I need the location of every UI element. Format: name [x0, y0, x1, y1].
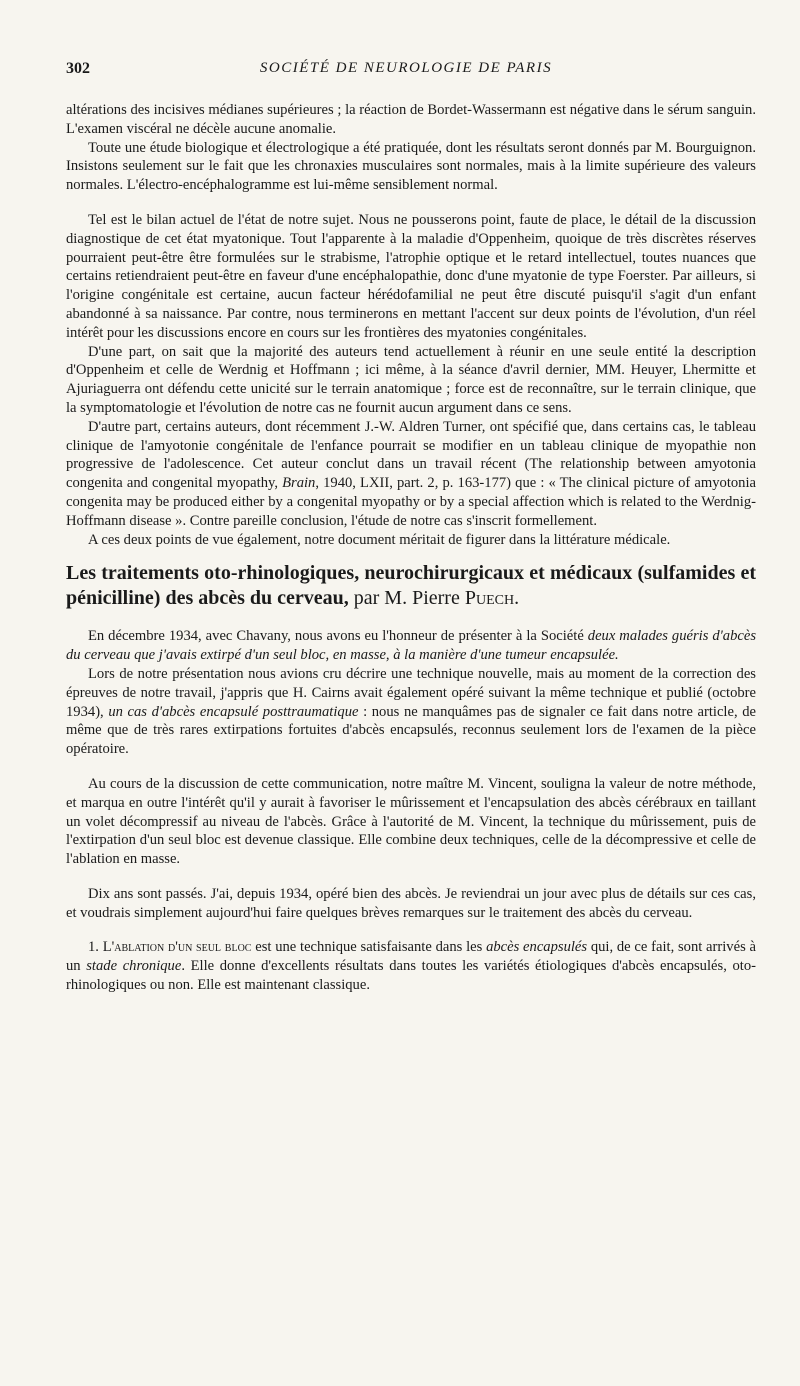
article-title: Les traitements oto-rhinologiques, neurochirurgicaux et médicaux (sulfamides et pénicilline) des abcès du cerveau, par M. Pierre Puech. — [66, 562, 756, 610]
page-header — [66, 60, 746, 84]
page-body — [66, 101, 756, 995]
article-author: par M. Pierre Puech. — [348, 587, 520, 610]
paragraph: Au cours de la discussion de cette communication, notre maître M. Vincent, souligna la valeur de notre méthode, et marqua en outre l'intérêt qu'il y aurait à favoriser le mûrissement et l'encapsulation des abcès cérébraux en taillant un volet décompressif au niveau de l'abcès. Grâce à l'autorité de M. Vincent, la technique du mûrissement, puis de l'extirpation d'un seul bloc est devenue classique. Elle combine deux techniques, celle de la décompressive et celle de l'ablation en masse. — [66, 775, 756, 868]
paragraph: D'une part, on sait que la majorité des auteurs tend actuellement à réunir en une seule entité la description d'Oppenheim et celle de Werdnig et Hoffmann ; ici même, à la séance d'avril dernier, MM. Heuyer, Lhermitte et Ajuriaguerra ont défendu cette unicité sur le terrain anatomique ; force est de reconnaître, sur le terrain clinique, que la symptomatologie et l'évolution de notre cas ne fournit aucun argument dans ce sens. — [66, 343, 756, 416]
paragraph: 1. L'ablation d'un seul bloc est une technique satisfaisante dans les abcès encapsulés qui, de ce fait, sont arrivés à un stade chronique. Elle donne d'excellents résultats dans toutes les variétés étiologiques d'abcès encapsulés, oto-rhinologiques ou non. Elle est maintenant classique. — [66, 939, 756, 994]
running-title: SOCIÉTÉ DE NEUROLOGIE DE PARIS — [259, 60, 553, 76]
paragraph: Toute une étude biologique et électrologique a été pratiquée, dont les résultats seront donnés par M. Bourguignon. Insistons seulement sur le fait que les chronaxies musculaires sont normales, mais à la limite supérieure des valeurs normales. L'électro-encéphalogramme est lui-même sensiblement normal. — [66, 139, 756, 194]
paragraph: Dix ans sont passés. J'ai, depuis 1934, opéré bien des abcès. Je reviendrai un jour avec plus de détails sur ces cas, et voudrais simplement aujourd'hui faire quelques brèves remarques sur le traitement des abcès du cerveau. — [66, 885, 756, 921]
paragraph: altérations des incisives médianes supérieures ; la réaction de Bordet-Wassermann est négative dans le sérum sanguin. L'examen viscéral ne décèle aucune anomalie. — [66, 102, 756, 137]
paragraph: Tel est le bilan actuel de l'état de notre sujet. Nous ne pousserons point, faute de place, le détail de la discussion diagnostique de cet état myatonique. Tout l'apparente à la maladie d'Oppenheim, quoique de très discrètes réserves pourraient peut-être être formulées sur le strabisme, l'atrophie optique et le retard intellectuel, toutes nuances que certains retiendraient peut-être en faveur d'une encéphalopathie, donc d'une myatonie de type Foerster. Par ailleurs, si l'origine congénitale est certaine, aucun facteur hérédofamilial ne peut être discuté puisqu'il s'agit d'un enfant abandonné à sa naissance. Par contre, nous terminerons en mettant l'accent sur deux points de l'évolution, d'un réel intérêt pour les discussions encore en cours sur les frontières des myatonies congénitales. — [66, 211, 756, 341]
page-number: 302 — [66, 60, 90, 77]
paragraph: En décembre 1934, avec Chavany, nous avons eu l'honneur de présenter à la Société deux malades guéris d'abcès du cerveau que j'avais extirpé d'un seul bloc, en masse, à la manière d'une tumeur encapsulée. — [66, 628, 756, 664]
journal-name: Brain — [282, 475, 316, 492]
paragraph: A ces deux points de vue également, notre document méritait de figurer dans la littérature médicale. — [88, 531, 671, 548]
paragraph: Lors de notre présentation nous avions cru décrire une technique nouvelle, mais au moment de la correction des épreuves de notre travail, j'appris que H. Cairns avait également opéré suivant la même technique et publié (octobre 1934), un cas d'abcès encapsulé posttraumatique : nous ne manquâmes pas de signaler ce fait dans notre article, de même que de très rares extirpations fortuites d'abcès encapsulés, reconnus seulement lors de l'examen de la pièce opératoire. — [66, 665, 756, 758]
paragraph: D'autre part, certains auteurs, dont récemment J.-W. Aldren Turner, ont spécifié que, dans certains cas, le tableau clinique de l'amyotonie congénitale de l'enfance pourrait se modifier en un tableau clinique de myopathie non progressive de l'adolescence. Cet auteur conclut dans un travail récent (The relationship between amyotonia congenita and congenital myopathy, Brain, 1940, LXII, part. 2, p. 163-177) que : « The clinical picture of amyotonia congenita may be produced either by a congenital myopathy or by a special affection which is related to the Werdnig-Hoffmann disease ». Contre pareille conclusion, l'étude de notre cas s'inscrit formellement. — [66, 418, 756, 529]
